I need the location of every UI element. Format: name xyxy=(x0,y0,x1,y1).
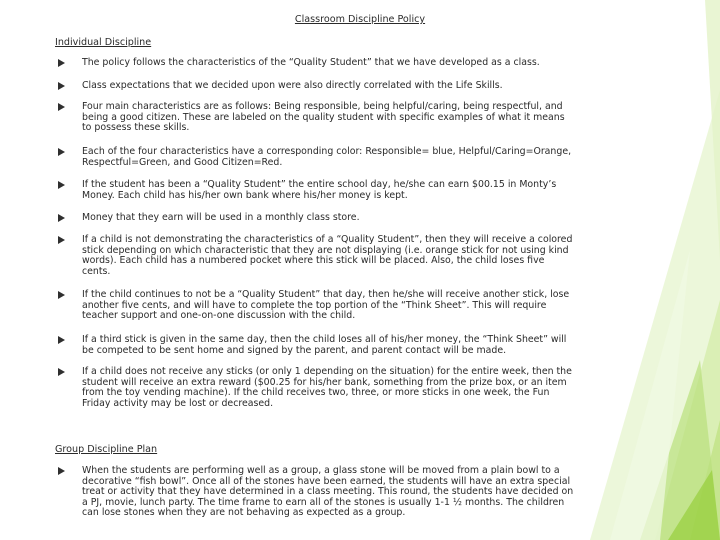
list-item-text: If the child continues to not be a “Quality Student” that day, then he/she will receive another stick, lose another five cents, and will have to complete the top portion of the “Think Sheet”. This will require teacher support and one-on-one discussion with the child. xyxy=(82,289,570,322)
arrow-bullet-icon xyxy=(58,336,65,344)
list-item-text: Each of the four characteristics have a corresponding color: Responsible= blue, Helpful/Caring=Orange, Respectful=Green, and Good Citizen=Red. xyxy=(82,146,572,168)
document-title: Classroom Discipline Policy xyxy=(294,14,426,25)
arrow-bullet-icon xyxy=(58,467,65,475)
arrow-bullet-icon xyxy=(58,236,65,244)
arrow-bullet-icon xyxy=(58,82,65,90)
arrow-bullet-icon xyxy=(58,148,65,156)
arrow-bullet-icon xyxy=(58,59,65,67)
list-item-text: If the student has been a “Quality Student” the entire school day, he/she can earn $00.15 in Monty’s Money. Each child has his/her own bank where his/her money is kept. xyxy=(82,179,557,201)
arrow-bullet-icon xyxy=(58,103,65,111)
list-item-text: When the students are performing well as a group, a glass stone will be moved from a plain bowl to a decorative “fish bowl”. Once all of the stones have been earned, the students will have an extra special treat or activity that they have determined in a class meeting. This round, the students have decided on a PJ, movie, lunch party. The time frame to earn all of the stones is usually 1-1 ½ months. The children can lose stones when they are not behaving as expected as a group. xyxy=(82,465,574,519)
list-item-text: Four main characteristics are as follows: Being responsible, being helpful/caring, being respectful, and being a good citizen. These are labeled on the quality student with specific examples of what it means to possess these skills. xyxy=(82,101,565,134)
section-heading-group: Group Discipline Plan xyxy=(55,444,158,455)
arrow-bullet-icon xyxy=(58,368,65,376)
list-item-text: Money that they earn will be used in a monthly class store. xyxy=(82,212,360,223)
arrow-bullet-icon xyxy=(58,181,65,189)
arrow-bullet-icon xyxy=(58,214,65,222)
section-heading-individual: Individual Discipline xyxy=(55,37,152,48)
arrow-bullet-icon xyxy=(58,291,65,299)
list-item-text: If a third stick is given in the same day, then the child loses all of his/her money, the “Think Sheet” will be competed to be sent home and signed by the parent, and parent contact will be made. xyxy=(82,334,567,356)
list-item-text: If a child is not demonstrating the characteristics of a “Quality Student”, then they will receive a colored stick depending on which characteristic that they are not displaying (i.e. orange stick for not using kind words). Each child has a numbered pocket where this stick will be placed. Also, the child loses five cents. xyxy=(82,234,573,277)
list-item-text: Class expectations that we decided upon were also directly correlated with the Life Skills. xyxy=(82,80,503,91)
list-item-text: If a child does not receive any sticks (or only 1 depending on the situation) for the entire week, then the student will receive an extra reward ($00.25 for his/her bank, something from the prize box, or an item from the toy vending machine). If the child receives two, three, or more sticks in one week, the Fun Friday activity may be lost or decreased. xyxy=(82,366,572,409)
list-item-text: The policy follows the characteristics of the “Quality Student” that we have developed as a class. xyxy=(82,57,540,68)
